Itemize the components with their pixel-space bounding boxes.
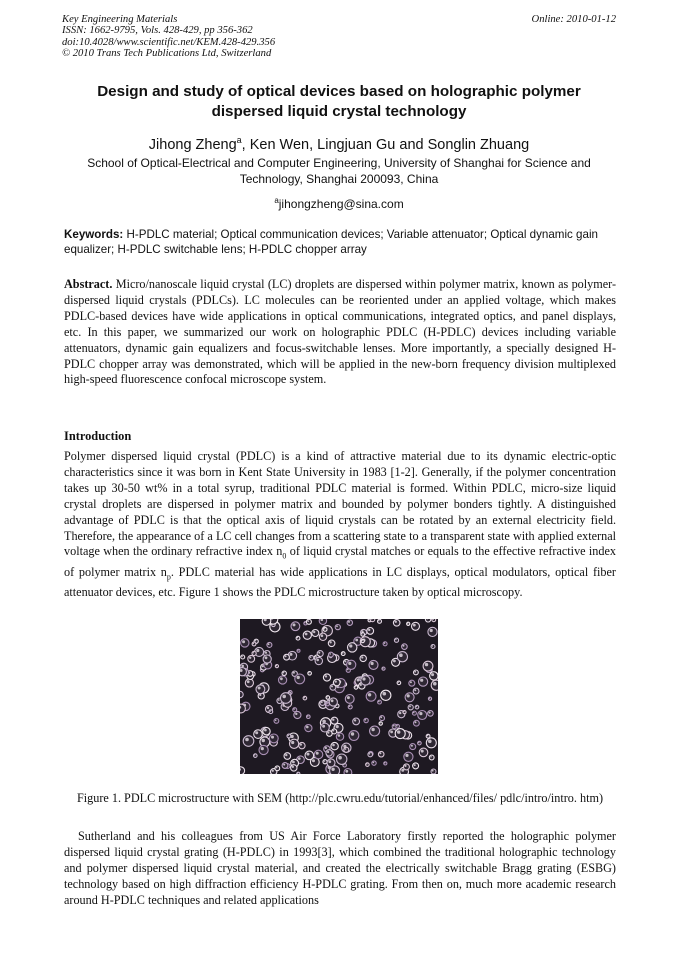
first-author: Jihong Zheng [148, 136, 237, 153]
doi-line: doi:10.4028/www.scientific.net/KEM.428-429.356 [62, 36, 276, 48]
introduction-heading: Introduction [64, 429, 132, 443]
author-sup: a [236, 135, 242, 145]
email-line [62, 193, 616, 212]
issn-line: ISSN: 1662-9795, Vols. 428-429, pp 356-362 [62, 25, 253, 37]
email-sup: a [274, 196, 279, 205]
micrograph-image [240, 619, 438, 774]
intro-sub-p: p [166, 572, 171, 582]
affiliation: School of Optical-Electrical and Computer Engineering, University of Shanghai for Science and Technology, Shanghai 200093, China [87, 156, 591, 186]
figure-1-caption: Figure 1. PDLC microstructure with SEM (http://plc.cwru.edu/tutorial/enhanced/files/ pdlc/intro/intro. htm) [77, 791, 603, 805]
other-authors: , Ken Wen, Lingjuan Gu and Songlin Zhuang [241, 136, 530, 153]
intro-sub-0: 0 [282, 551, 287, 561]
abstract-text: Micro/nanoscale liquid crystal (LC) droplets are dispersed within polymer matrix, known as polymer-dispersed liquid crystals (PDLCs). LC molecules can be reoriented under an applied voltage, which makes PDLC-based devices have wide applications in optical communications, integrated optics, and panel displays, etc. In this paper, we summarized our work on holographic PDLC (H-PDLC) devices including variable attenuators, dynamic gain equalizers and focus-switchable lenses. More importantly, a specially designed H-PDLC chopper array was demonstrated, which will be applied in the new-born frequency division multiplexed high-speed fluorescence confocal microscope system. [64, 277, 616, 387]
abstract-label: Abstract. [64, 277, 113, 291]
figure-1-micrograph [240, 619, 438, 774]
online-date: Online: 2010-01-12 [531, 14, 616, 25]
journal-header [62, 14, 616, 60]
introduction-paragraph-1 [64, 449, 616, 601]
keywords [64, 228, 616, 257]
introduction-paragraph-2: Sutherland and his colleagues from US Air Force Laboratory firstly reported the holographic polymer dispersed liquid crystal grating (H-PDLC) in 1993[3], which combined the traditional holographic technology and polymer dispersed liquid crystal material, and created the electrically switchable Bragg grating (ESBG) technology based on high diffraction efficiency H-PDLC grating. From then on, much more academic research around H-PDLC techniques and related applications [64, 829, 616, 907]
paper-title: Design and study of optical devices based on holographic polymer dispersed liquid crystal technology [97, 83, 581, 120]
intro-text-b: of liquid crystal matches or equals to the effective refractive index of polymer matrix n [64, 544, 616, 579]
keywords-text: H-PDLC material; Optical communication devices; Variable attenuator; Optical dynamic gain equalizer; H-PDLC switchable lens; H-PDLC chopper array [64, 228, 598, 256]
intro-text-c: . PDLC material has wide applications in LC displays, optical modulators, optical fiber attenuator devices, etc. Figure 1 shows the PDLC microstructure taken by optical microscopy. [64, 564, 616, 600]
copyright-line: © 2010 Trans Tech Publications Ltd, Switzerland [62, 48, 272, 60]
email-address: jihongzheng@sina.com [278, 197, 404, 211]
abstract [64, 277, 616, 388]
intro-text-a: Polymer dispersed liquid crystal (PDLC) is a kind of attractive material due to its dynamic electric-optic characteristics since it was born in Kent State University in 1983 [1-2]. Generally, if the polymer concentration takes up 30-50 wt% in a total syrup, traditional PDLC material is formed. Within PDLC, micro-size liquid crystal droplets are dispersed in polymer matrix and bounded by polymer bonders tightly. A distinguished advantage of PDLC is that the optical axis of liquid crystals can be rotated by an external electricity field. Therefore, the appearance of a LC cell changes from a scattering state to a transparent state with applied external voltage when the ordinary refractive index n [64, 449, 616, 559]
keywords-label: Keywords: [64, 228, 124, 241]
author-list [62, 131, 616, 154]
journal-name: Key Engineering Materials [62, 14, 178, 25]
